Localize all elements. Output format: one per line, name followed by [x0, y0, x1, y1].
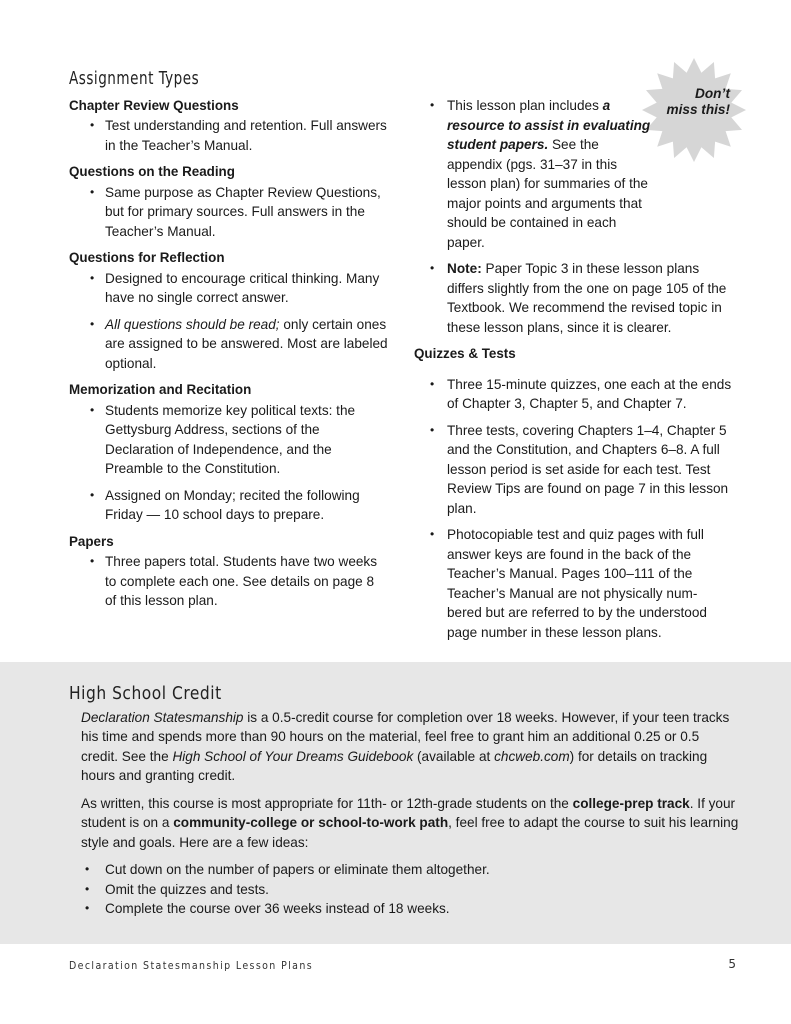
memorization-group: [69, 380, 389, 525]
chapter-review-group: [69, 96, 389, 156]
memorization-list: [69, 401, 389, 525]
list-item: • Test understanding and retention. Full answers in the Teacher’s Manual.: [69, 116, 389, 155]
college-prep-text: college-prep track: [572, 795, 690, 811]
credit-paragraph-2: [81, 794, 739, 853]
credit-paragraph-1: [81, 708, 739, 786]
papers-info-list: [414, 96, 732, 337]
list-item-text: Paper Topic 3 in these lesson plans differs slightly from the one on page 105 of the Textbook. We recommend the revised topic in these lesson plans, since it is clearer.: [447, 261, 727, 335]
idea-item: • Complete the course over 36 weeks instead of 18 weeks.: [81, 899, 739, 919]
community-college-text: community-college or school-to-work path: [173, 815, 449, 830]
paragraph-text: is a 0.5-credit course for completion over 18 weeks. However, if your teen tracks his time and spends more than 90 hours on the material, feel free to grant him an additional 0.25 or 0.5 credit. See the: [81, 709, 730, 764]
resource-item: [414, 96, 732, 252]
list-item: • Photocopiable test and quiz pages with full answer keys are found in the back of the Teacher’s Manual. Pages 100–111 of the Teacher’s Manual are not physically num-bered but are referred to by the understood page number in these lesson plans.: [414, 525, 732, 642]
reflection-group: [69, 248, 389, 373]
assignment-types-title: Assignment Types: [69, 69, 200, 89]
paragraph-text: (available at: [413, 748, 495, 764]
footer-title: Declaration Statesmanship Lesson Plans: [69, 959, 314, 972]
list-item-text: This lesson plan includes: [447, 98, 603, 113]
list-item: • Assigned on Monday; recited the following Friday — 10 school days to prepare.: [69, 486, 389, 525]
list-item-text: only certain ones are assigned to be answered. Most are labeled optional.: [105, 316, 388, 371]
list-item: • Three papers total. Students have two weeks to complete each one. See details on page 8 of this lesson plan.: [69, 552, 389, 611]
high-school-credit-box: [0, 662, 791, 944]
quizzes-list: [414, 375, 732, 643]
questions-reading-group: [69, 162, 389, 241]
reflection-list: [69, 269, 389, 374]
emphasis-text: All questions should be read;: [105, 316, 280, 332]
course-title-text: Declaration Statesmanship: [81, 709, 244, 725]
list-item: • Designed to encourage critical thinking. Many have no single correct answer.: [69, 269, 389, 308]
callout-line-2: miss this!: [666, 102, 730, 117]
credit-body: [69, 708, 739, 919]
list-item: • Same purpose as Chapter Review Questions, but for primary sources. Full answers in the Teacher’s Manual.: [69, 183, 389, 242]
papers-list: [69, 552, 389, 611]
questions-reading-list: [69, 183, 389, 242]
paragraph-text: ) for details on tracking hours and granting credit.: [81, 748, 708, 783]
high-school-credit-title: High School Credit: [69, 683, 222, 704]
resource-highlight: a resource to assist in evaluating student papers.: [447, 98, 651, 152]
note-label: Note:: [447, 261, 482, 276]
papers-heading: Papers: [69, 533, 114, 549]
reflection-heading: Questions for Reflection: [69, 250, 225, 265]
left-column: [69, 70, 389, 618]
list-item: [69, 315, 389, 374]
credit-inner: [69, 684, 739, 919]
paragraph-text: . If your student is on a: [81, 795, 736, 830]
idea-item: • Cut down on the number of papers or eliminate them altogether.: [81, 860, 739, 880]
guidebook-title-text: High School of Your Dreams Guidebook: [172, 748, 414, 764]
list-item-text: See the appendix (pgs. 31–37 in this lesson plan) for summaries of the major points and arguments that should be contained in each paper.: [447, 137, 648, 250]
memorization-heading: Memorization and Recitation: [69, 382, 252, 397]
questions-reading-heading: Questions on the Reading: [69, 164, 235, 179]
idea-item: • Omit the quizzes and tests.: [81, 880, 739, 900]
list-item: • Three tests, covering Chapters 1–4, Chapter 5 and the Constitution, and Chapters 6–8. A full lesson period is set aside for each test. Test Review Tips are found on page 7 in this lesson plan.: [414, 421, 732, 519]
website-text: chcweb.com: [494, 748, 570, 764]
note-item: [414, 259, 732, 337]
quizzes-heading: Quizzes & Tests: [414, 346, 516, 361]
right-column: [414, 96, 732, 649]
callout-line-1: Don’t: [695, 86, 730, 101]
list-item: • Three 15-minute quizzes, one each at the ends of Chapter 3, Chapter 5, and Chapter 7.: [414, 375, 732, 414]
papers-group: [69, 532, 389, 611]
ideas-list: [81, 860, 739, 919]
page-number: 5: [728, 957, 736, 971]
chapter-review-list: [69, 116, 389, 155]
paragraph-text: As written, this course is most appropriate for 11th- or 12th-grade students on the: [81, 795, 573, 811]
paragraph-text: , feel free to adapt the course to suit his learning style and goals. Here are a few ideas:: [81, 815, 739, 850]
chapter-review-heading: Chapter Review Questions: [69, 97, 239, 113]
list-item: • Students memorize key political texts: the Gettysburg Address, sections of the Declaration of Independence, and the Preamble to the Constitution.: [69, 401, 389, 479]
